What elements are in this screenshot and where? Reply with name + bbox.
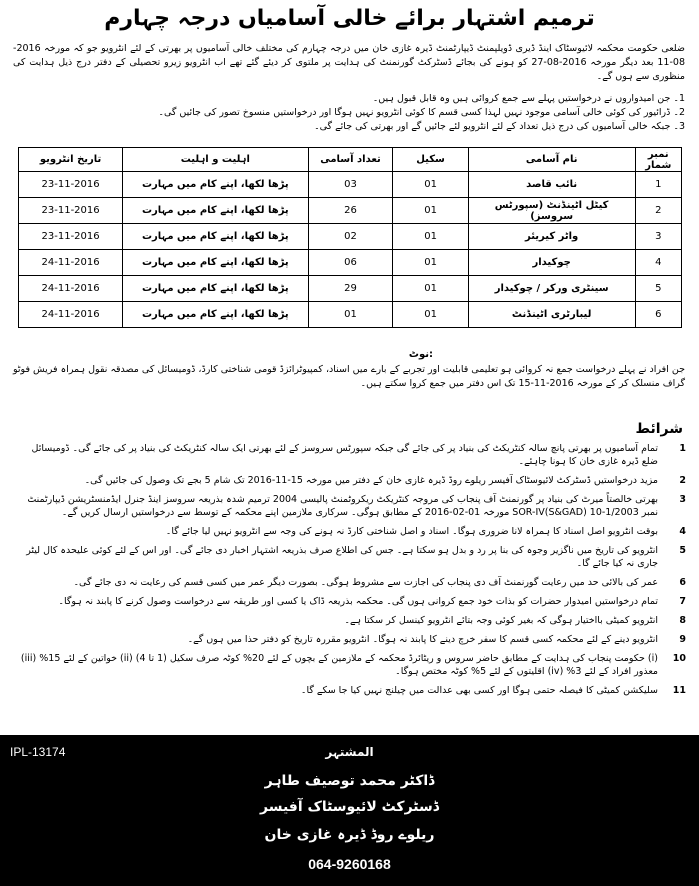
- note-text: جن افراد نے پہلے درخواست جمع نہ کروائی ہو تعلیمی قابلیت اور تجربے کے بارے میں اسناد، کمپیوٹرائزڈ قومی شناختی کارڈ، ڈومیسائل کی مصدقہ نقول ہمراہ فریش فوٹو گراف منسلک کر کے مورخہ 2016-11-15 تک اس دفتر میں جمع کروا سکتے ہیں۔: [13, 364, 685, 389]
- table-row: [19, 276, 682, 302]
- header-qualification: اہلیت و اہلیت: [123, 148, 308, 172]
- row-serial: 2: [635, 198, 681, 224]
- officer-name: ڈاکٹر محمد توصیف طاہر: [264, 773, 435, 789]
- row-post-name: سینٹری ورکر / چوکیدار: [468, 276, 635, 302]
- row-serial: 6: [635, 302, 681, 328]
- row-count: 01: [308, 302, 393, 328]
- header-serial: نمبر شمار: [635, 148, 681, 172]
- row-count: 02: [308, 224, 393, 250]
- table-header-row: [19, 148, 682, 172]
- table-row: [19, 224, 682, 250]
- row-interview-date: 23-11-2016: [19, 224, 123, 250]
- row-qualification: پڑھا لکھا، اپنے کام میں مہارت: [123, 250, 308, 276]
- row-count: 06: [308, 250, 393, 276]
- row-serial: 4: [635, 250, 681, 276]
- row-scale: 01: [393, 302, 468, 328]
- condition-item: 5 انٹرویو کی تاریخ میں ناگزیر وجوہ کی بنا پر رد و بدل ہو سکتا ہے۔ جس کی اطلاع صرف بذریعہ اشتہار اخبار دی جائے گی۔ اور اس کے لئے کوئی علیحدہ کال لیٹر جاری نہ کیا جائے گا۔: [26, 545, 686, 569]
- officer-title: ڈسٹرکٹ لائیوسٹاک آفیسر: [259, 799, 440, 815]
- row-interview-date: 24-11-2016: [19, 302, 123, 328]
- condition-item: 2 مزید درخواستیں ڈسٹرکٹ لائیوسٹاک آفیسر ریلوے روڈ ڈیرہ غازی خان کے دفتر میں مورخہ 15-11-2016 تک شام 5 بجے تک وصول کی جائیں گی۔: [84, 475, 686, 486]
- row-count: 03: [308, 172, 393, 198]
- page-title: ترمیم اشتہار برائے خالی آسامیاں درجہ چہارم: [104, 6, 595, 31]
- row-interview-date: 24-11-2016: [19, 250, 123, 276]
- point-item: 1۔ جن امیدواروں نے درخواستیں پہلے سے جمع کروائی ہیں وہ قابل قبول ہیں۔: [372, 93, 685, 104]
- row-scale: 01: [393, 224, 468, 250]
- condition-item: 11 سلیکشن کمیٹی کا فیصلہ حتمی ہوگا اور کسی بھی عدالت میں چیلنج نہیں کیا جا سکے گا۔: [300, 685, 686, 696]
- table-row: [19, 250, 682, 276]
- row-scale: 01: [393, 198, 468, 224]
- table-row: [19, 302, 682, 328]
- point-item: 2۔ ڈرائیور کی کوئی خالی آسامی موجود نہیں لہذا کسی قسم کا کوئی انٹرویو نہیں ہوگا اور درخواستیں منسوخ تصور کی جائیں گی۔: [158, 107, 685, 118]
- table-row: [19, 172, 682, 198]
- row-interview-date: 23-11-2016: [19, 198, 123, 224]
- row-post-name: چوکیدار: [468, 250, 635, 276]
- header-post-name: نام آسامی: [468, 148, 635, 172]
- header-count: تعداد آسامی: [308, 148, 393, 172]
- conditions-heading: شرائط: [635, 421, 683, 437]
- condition-item: 3 بھرتی خالصتاً میرٹ کی بنیاد پر گورنمنٹ آف پنجاب کی مروجہ کنٹریکٹ ریکروٹمنٹ پالیسی 2004 ترمیم شدہ بذریعہ سروسز اینڈ جنرل ایڈمنسٹریشن ڈیپارٹمنٹ نمبر SOR-IV(S&GAD) 10-1/2003 مورخہ 01-02-2016 کے مطابق ہوگی۔ سرکاری ملازمین اپنے محکمہ کے توسط سے درخواستیں ارسال کریں گے۔: [27, 494, 686, 518]
- row-scale: 01: [393, 276, 468, 302]
- point-item: 3۔ جبکہ خالی آسامیوں کی درج ذیل تعداد کے لئے انٹرویو لئے جائیں گے اور بھرتی کی جائے گی۔: [314, 121, 685, 132]
- header-interview-date: تاریخ انٹرویو: [19, 148, 123, 172]
- conditions-list: [14, 442, 686, 703]
- row-qualification: پڑھا لکھا، اپنے کام میں مہارت: [123, 276, 308, 302]
- row-count: 26: [308, 198, 393, 224]
- row-interview-date: 24-11-2016: [19, 276, 123, 302]
- ipl-number: IPL-13174: [10, 745, 66, 759]
- vacancies-table: [18, 147, 682, 328]
- points-list: [13, 92, 685, 134]
- condition-item: 6 عمر کی بالائی حد میں رعایت گورنمنٹ آف دی پنجاب کی اجازت سے مشروط ہوگی۔ بصورت دیگر عمر میں کسی قسم کی رعایت نہ دی جائے گی۔: [73, 577, 686, 588]
- condition-item: 1 تمام آسامیوں پر بھرتی پانچ سالہ کنٹریکٹ کی بنیاد پر کی جائے گی جبکہ سپورٹس سروسز کے لئے بھرتی ایک سالہ کنٹریکٹ کی بنیاد پر کی جائے گی۔ ڈومیسائل ضلع ڈیرہ غازی خان کا ہونا چاہئے۔: [31, 443, 686, 467]
- row-post-name: نائب قاصد: [468, 172, 635, 198]
- row-serial: 1: [635, 172, 681, 198]
- footer-band: [0, 735, 699, 886]
- intro-paragraph: ضلعی حکومت محکمہ لائیوسٹاک اینڈ ڈیری ڈویلپمنٹ ڈیپارٹمنٹ ڈیرہ غازی خان میں درجہ چہارم کی مختلف خالی آسامیوں پر بھرتی کے لئے انٹرویو جو کہ مورخہ 2016-08-11 بعد دیگر مورخہ 2016-08-27 کو ہونے کی بجائے ڈسٹرکٹ گورنمنٹ کی ہدایت پر ملتوی کر دیئے گئے تھے اب انٹرویو زیرو تحصیلی کے دفتر درج ذیل ہدایت کی منظوری سے ہوں گے۔: [13, 43, 685, 82]
- condition-item: 9 انٹرویو دینے کے لئے محکمہ کسی قسم کا سفر خرچ دینے کا پابند نہ ہوگا۔ انٹرویو مقررہ تاریخ کو دفتر حذا میں ہوں گے۔: [187, 634, 686, 645]
- header-scale: سکیل: [393, 148, 468, 172]
- office-address: ریلوے روڈ ڈیرہ غازی خان: [264, 827, 435, 843]
- condition-item: 8 انٹرویو کمیٹی بااختیار ہوگی کہ بغیر کوئی وجہ بتائے انٹرویو کینسل کر سکتا ہے۔: [344, 615, 686, 626]
- condition-item: 7 تمام درخواستیں امیدوار حضرات کو بذات خود جمع کروانی ہوں گی۔ محکمہ بذریعہ ڈاک یا کسی اور طریقہ سے درخواست وصول کرنے کا پابند نہ ہوگا۔: [58, 596, 686, 607]
- row-post-name: واٹر کیریئر: [468, 224, 635, 250]
- row-post-name: کیٹل اٹینڈنٹ (سپورٹس سروسز): [468, 198, 635, 224]
- note-heading: نوٹ:: [408, 349, 433, 360]
- phone-number: 064-9260168: [308, 856, 391, 872]
- table-row: [19, 198, 682, 224]
- row-scale: 01: [393, 172, 468, 198]
- row-qualification: پڑھا لکھا، اپنے کام میں مہارت: [123, 224, 308, 250]
- row-post-name: لیبارٹری اٹینڈنٹ: [468, 302, 635, 328]
- row-interview-date: 23-11-2016: [19, 172, 123, 198]
- row-serial: 3: [635, 224, 681, 250]
- row-serial: 5: [635, 276, 681, 302]
- row-count: 29: [308, 276, 393, 302]
- condition-item: 10 (i) حکومت پنجاب کی ہدایت کے مطابق حاضر سروس و ریٹائرڈ محکمہ کے ملازمین کے بچوں کے لئے 20% کوٹہ صرف سکیل (1 تا 4) (ii) خواتین کے لئے 15% (iii) معذور افراد کے لئے 3% (iv) اقلیتوں کے لئے 5% کوٹہ مختص ہوگا۔: [20, 653, 686, 677]
- advertiser-label: المشتہر: [325, 745, 374, 759]
- row-qualification: پڑھا لکھا، اپنے کام میں مہارت: [123, 198, 308, 224]
- row-qualification: پڑھا لکھا، اپنے کام میں مہارت: [123, 172, 308, 198]
- row-scale: 01: [393, 250, 468, 276]
- row-qualification: پڑھا لکھا، اپنے کام میں مہارت: [123, 302, 308, 328]
- condition-item: 4 بوقت انٹرویو اصل اسناد کا ہمراہ لانا ضروری ہوگا۔ اسناد و اصل شناختی کارڈ نہ ہونے کی وجہ سے انٹرویو نہیں لیا جائے گا۔: [165, 526, 686, 537]
